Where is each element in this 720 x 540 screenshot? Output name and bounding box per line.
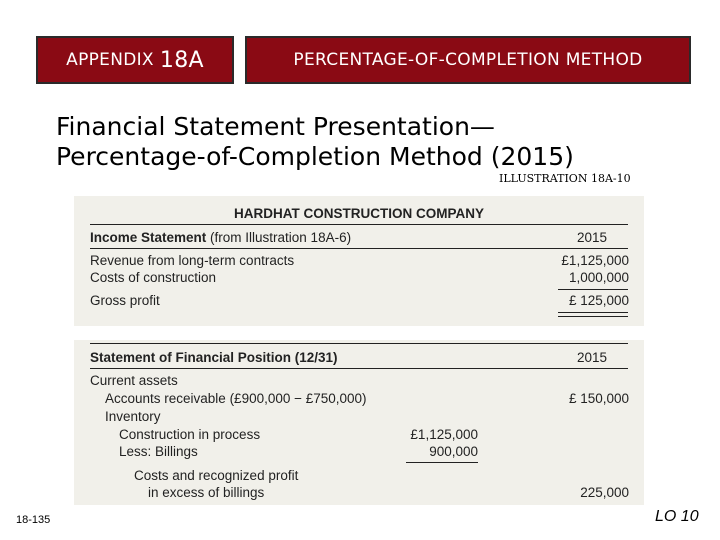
construction-in-process-value: £1,125,000: [410, 427, 478, 442]
excess-value: 225,000: [580, 485, 629, 500]
excess-label-line2: in excess of billings: [148, 485, 265, 500]
gross-profit-label: Gross profit: [90, 293, 160, 308]
slide-number: 18-135: [16, 514, 51, 526]
learning-objective: LO 10: [655, 508, 699, 525]
appendix-number: 18A: [159, 47, 204, 73]
accounts-receivable-label: Accounts receivable (£900,000 − £750,000): [105, 391, 367, 406]
billings-value: 900,000: [429, 444, 478, 459]
position-heading-rule: [90, 368, 628, 369]
slide-title-line1: Financial Statement Presentation—: [56, 112, 495, 141]
income-heading-bold: Income Statement: [90, 230, 207, 245]
income-statement-panel: [74, 196, 644, 326]
inventory-label: Inventory: [105, 409, 161, 424]
income-heading: [90, 230, 351, 245]
appendix-label: APPENDIX: [66, 50, 154, 70]
accounts-receivable-value: £ 150,000: [568, 391, 629, 406]
slide-title-line2: Percentage-of-Completion Method (2015): [56, 142, 574, 171]
company-rule: [90, 224, 628, 225]
method-header-box: [245, 36, 691, 84]
revenue-value: £1,125,000: [561, 253, 629, 268]
position-year: 2015: [577, 350, 608, 365]
income-heading-note: (from Illustration 18A-6): [206, 230, 352, 245]
financial-position-panel: [74, 340, 644, 505]
income-year: 2015: [577, 230, 608, 245]
appendix-header-box: [36, 36, 234, 84]
gross-profit-value: £ 125,000: [568, 293, 629, 308]
gross-double-underline-1: [558, 312, 628, 313]
construction-in-process-label: Construction in process: [119, 427, 261, 442]
position-heading: Statement of Financial Position (12/31): [90, 350, 338, 365]
method-title: PERCENTAGE-OF-COMPLETION METHOD: [293, 50, 643, 70]
excess-label-line1: Costs and recognized profit: [134, 468, 299, 483]
billings-underline: [406, 462, 478, 463]
company-name: HARDHAT CONSTRUCTION COMPANY: [234, 206, 484, 221]
revenue-label: Revenue from long-term contracts: [90, 253, 295, 268]
illustration-label: ILLUSTRATION 18A-10: [499, 172, 631, 185]
position-top-rule: [90, 343, 628, 344]
billings-label: Less: Billings: [119, 444, 198, 459]
current-assets-label: Current assets: [90, 373, 178, 388]
income-heading-rule: [90, 248, 628, 249]
costs-underline: [558, 289, 628, 290]
costs-label: Costs of construction: [90, 270, 217, 285]
costs-value: 1,000,000: [568, 270, 629, 285]
gross-double-underline-2: [558, 316, 628, 317]
